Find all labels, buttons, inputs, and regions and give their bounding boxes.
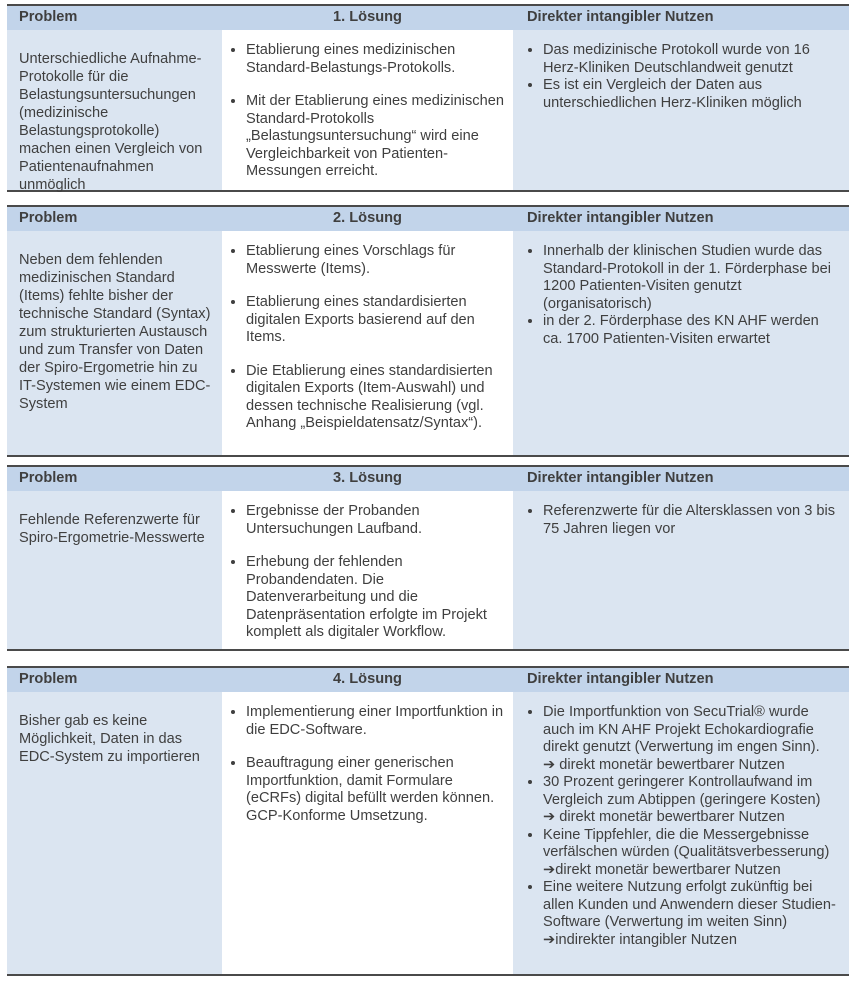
- table-block-2: [7, 205, 849, 457]
- problem-text: Neben dem fehlenden medizinischen Standard (Items) fehlte bisher der technische Standard (Syntax) zum strukturierten Austausch und zum Transfer von Daten der Spiro-Ergometrie hin zu IT-Systemen wie einem EDC-System: [19, 252, 211, 412]
- loesung-item: • Die Etablierung eines standardisierten digitalen Exports (Item-Auswahl) und dessen technische Realisierung (vgl. Anhang „Beispieldatensatz/Syntax“).: [246, 363, 505, 433]
- nutzen-item: [543, 704, 841, 774]
- nutzen-item-arrow: ➔direkt monetär bewertbarer Nutzen: [543, 861, 781, 878]
- table-block-4: [7, 666, 849, 976]
- problem-text: Bisher gab es keine Möglichkeit, Daten in das EDC-System zu importieren: [19, 713, 200, 765]
- loesung-item: • Ergebnisse der Probanden Untersuchungen Laufband.: [246, 503, 505, 538]
- block-header: [7, 465, 849, 491]
- nutzen-cell: [513, 231, 849, 455]
- loesung-cell: [222, 491, 513, 649]
- loesung-cell: [222, 692, 513, 974]
- block-header: [7, 4, 849, 30]
- block-header: [7, 205, 849, 231]
- nutzen-item-arrow: ➔indirekter intangibler Nutzen: [543, 931, 737, 948]
- loesung-header: 3. Lösung: [333, 470, 402, 486]
- loesung-item: • Beauftragung einer generischen Importfunktion, damit Formulare (eCRFs) digital befüllt werden können. GCP-Konforme Umsetzung.: [246, 755, 505, 825]
- loesung-header: 4. Lösung: [333, 671, 402, 687]
- nutzen-item: • in der 2. Förderphase des KN AHF werden ca. 1700 Patienten-Visiten erwartet: [543, 313, 841, 348]
- nutzen-item: • Das medizinische Protokoll wurde von 16 Herz-Kliniken Deutschlandweit genutzt: [543, 42, 841, 77]
- loesung-item: • Etablierung eines standardisierten digitalen Exports basierend auf den Items.: [246, 294, 505, 347]
- nutzen-header: Direkter intangibler Nutzen: [527, 671, 714, 687]
- block-body: [7, 30, 849, 192]
- loesung-item: • Etablierung eines medizinischen Standard-Belastungs-Protokolls.: [246, 42, 505, 77]
- nutzen-header: Direkter intangibler Nutzen: [527, 470, 714, 486]
- block-body: [7, 491, 849, 651]
- loesung-header: 1. Lösung: [333, 9, 402, 25]
- nutzen-header: Direkter intangibler Nutzen: [527, 9, 714, 25]
- loesung-item: • Erhebung der fehlenden Probandendaten. Die Datenverarbeitung und die Datenpräsentation erfolgte im Projekt komplett als digitaler Workflow.: [246, 554, 505, 642]
- block-body: [7, 231, 849, 457]
- problem-header: Problem: [19, 470, 78, 486]
- nutzen-item-text: Keine Tippfehler, die die Messergebnisse verfälschen würden (Qualitätsverbesserung): [543, 826, 830, 860]
- nutzen-item: • Innerhalb der klinischen Studien wurde das Standard-Protokoll in der 1. Förderphase bei 1200 Patienten-Visiten genutzt (organisatorisch): [543, 243, 841, 313]
- loesung-item: • Etablierung eines Vorschlags für Messwerte (Items).: [246, 243, 505, 278]
- table-block-1: [7, 4, 849, 192]
- nutzen-item: [543, 774, 841, 827]
- nutzen-item-text: Eine weitere Nutzung erfolgt zukünftig bei allen Kunden und Anwendern dieser Studien-Software (Verwertung im weiten Sinn): [543, 879, 836, 930]
- nutzen-cell: [513, 692, 849, 974]
- problem-header: Problem: [19, 210, 78, 226]
- nutzen-item: [543, 879, 841, 949]
- loesung-item: • Mit der Etablierung eines medizinischen Standard-Protokolls „Belastungsuntersuchung“ wird eine Vergleichbarkeit von Patienten-Messungen erreicht.: [246, 93, 505, 181]
- loesung-cell: [222, 231, 513, 455]
- nutzen-cell: [513, 491, 849, 649]
- nutzen-header: Direkter intangibler Nutzen: [527, 210, 714, 226]
- nutzen-item: [543, 827, 841, 880]
- block-header: [7, 666, 849, 692]
- loesung-header: 2. Lösung: [333, 210, 402, 226]
- nutzen-item-text: Die Importfunktion von SecuTrial® wurde auch im KN AHF Projekt Echokardiografie direkt genutzt (Verwertung im engen Sinn).: [543, 704, 820, 755]
- block-body: [7, 692, 849, 976]
- table-block-3: [7, 465, 849, 651]
- nutzen-item: • Referenzwerte für die Altersklassen von 3 bis 75 Jahren liegen vor: [543, 503, 841, 538]
- problem-header: Problem: [19, 9, 78, 25]
- problem-header: Problem: [19, 671, 78, 687]
- nutzen-item-arrow: ➔ direkt monetär bewertbarer Nutzen: [543, 809, 785, 825]
- loesung-item: • Implementierung einer Importfunktion in die EDC-Software.: [246, 704, 505, 739]
- nutzen-item: • Es ist ein Vergleich der Daten aus unterschiedlichen Herz-Kliniken möglich: [543, 77, 841, 112]
- problem-text: Fehlende Referenzwerte für Spiro-Ergometrie-Messwerte: [19, 512, 205, 546]
- loesung-cell: [222, 30, 513, 190]
- nutzen-item-text: 30 Prozent geringerer Kontrollaufwand im Vergleich zum Abtippen (geringere Kosten): [543, 774, 821, 808]
- problem-text: Unterschiedliche Aufnahme-Protokolle für die Belastungsuntersuchungen (medizinische Belastungsprotokolle) machen einen Vergleich von Patientenaufnahmen unmöglich: [19, 51, 203, 193]
- nutzen-cell: [513, 30, 849, 190]
- nutzen-item-arrow: ➔ direkt monetär bewertbarer Nutzen: [543, 756, 785, 773]
